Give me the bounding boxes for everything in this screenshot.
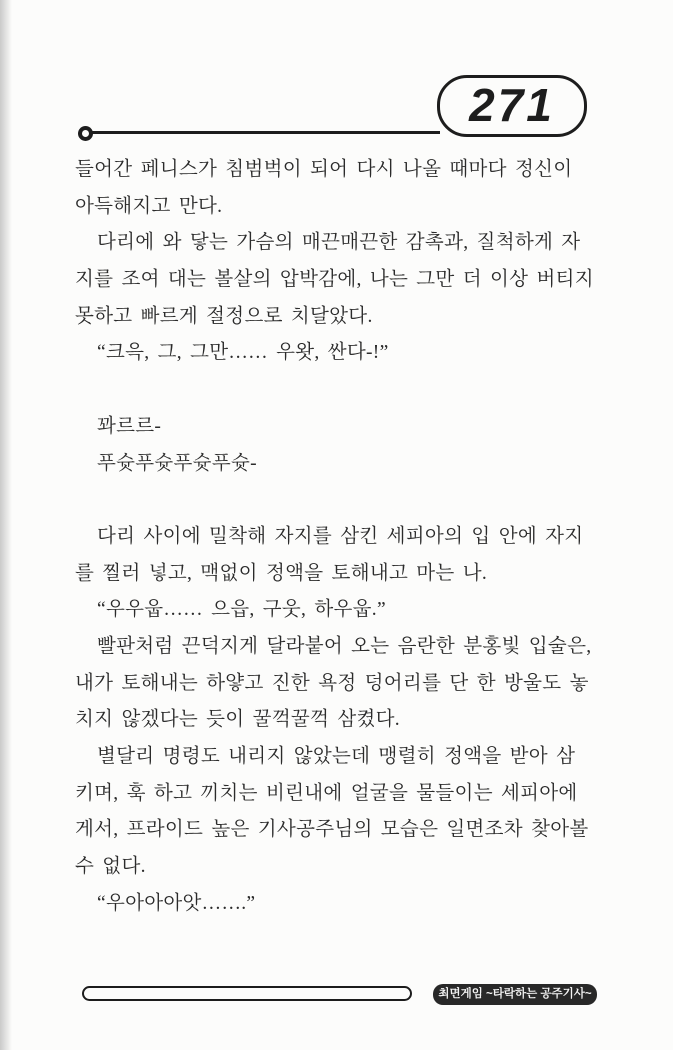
text-line: 를 찔러 넣고, 맥없이 정액을 토해내고 마는 나. xyxy=(75,562,488,584)
text-line: 다리에 와 닿는 가슴의 매끈매끈한 감촉과, 질척하게 자 xyxy=(97,232,581,254)
text-line: “우아아아앗…….” xyxy=(97,892,256,914)
book-title-badge: 최면게임 ~타락하는 공주기사~ xyxy=(433,984,597,1005)
page-number-badge xyxy=(437,75,587,137)
text-line: 수 없다. xyxy=(75,856,146,878)
body-text xyxy=(75,152,598,922)
text-line: 별달리 명령도 내리지 않았는데 맹렬히 정액을 받아 삼 xyxy=(97,746,576,767)
text-line: 다리 사이에 밀착해 자지를 삼킨 세피아의 입 안에 자지 xyxy=(97,525,584,547)
text-line: “크윽, 그, 그만…… 우왓, 싼다-!” xyxy=(97,342,389,364)
text-line: 꽈르르- xyxy=(97,415,162,437)
text-line: 게서, 프라이드 높은 기사공주님의 모습은 일면조차 찾아볼 xyxy=(75,819,589,841)
text-line: 키며, 훅 하고 끼치는 비린내에 얼굴을 물들이는 세피아에 xyxy=(75,782,578,804)
page-edge-shadow xyxy=(0,0,12,1050)
header-rule xyxy=(90,131,440,134)
text-line: 못하고 빠르게 절정으로 치달았다. xyxy=(75,305,373,327)
blank-line xyxy=(75,482,598,519)
text-line: 치지 않겠다는 듯이 꿀꺽꿀꺽 삼켰다. xyxy=(75,709,400,731)
text-line: “우우웁…… 으읍, 구웃, 하우웁.” xyxy=(97,599,386,621)
footer-pill-outline xyxy=(82,986,412,1001)
text-line: 아득해지고 만다. xyxy=(75,195,223,217)
blank-line xyxy=(75,372,598,409)
text-line: 내가 토해내는 하얗고 진한 욕정 덩어리를 단 한 방울도 놓 xyxy=(75,672,589,694)
text-line: 푸슛푸슛푸슛푸슛- xyxy=(97,452,257,474)
text-line: 들어간 페니스가 침범벅이 되어 다시 나올 때마다 정신이 xyxy=(75,159,573,180)
text-line: 빨판처럼 끈덕지게 달라붙어 오는 음란한 분홍빛 입술은, xyxy=(97,635,592,657)
page-number: 271 xyxy=(469,79,555,131)
text-line: 지를 조여 대는 볼살의 압박감에, 나는 그만 더 이상 버티지 xyxy=(75,269,594,291)
